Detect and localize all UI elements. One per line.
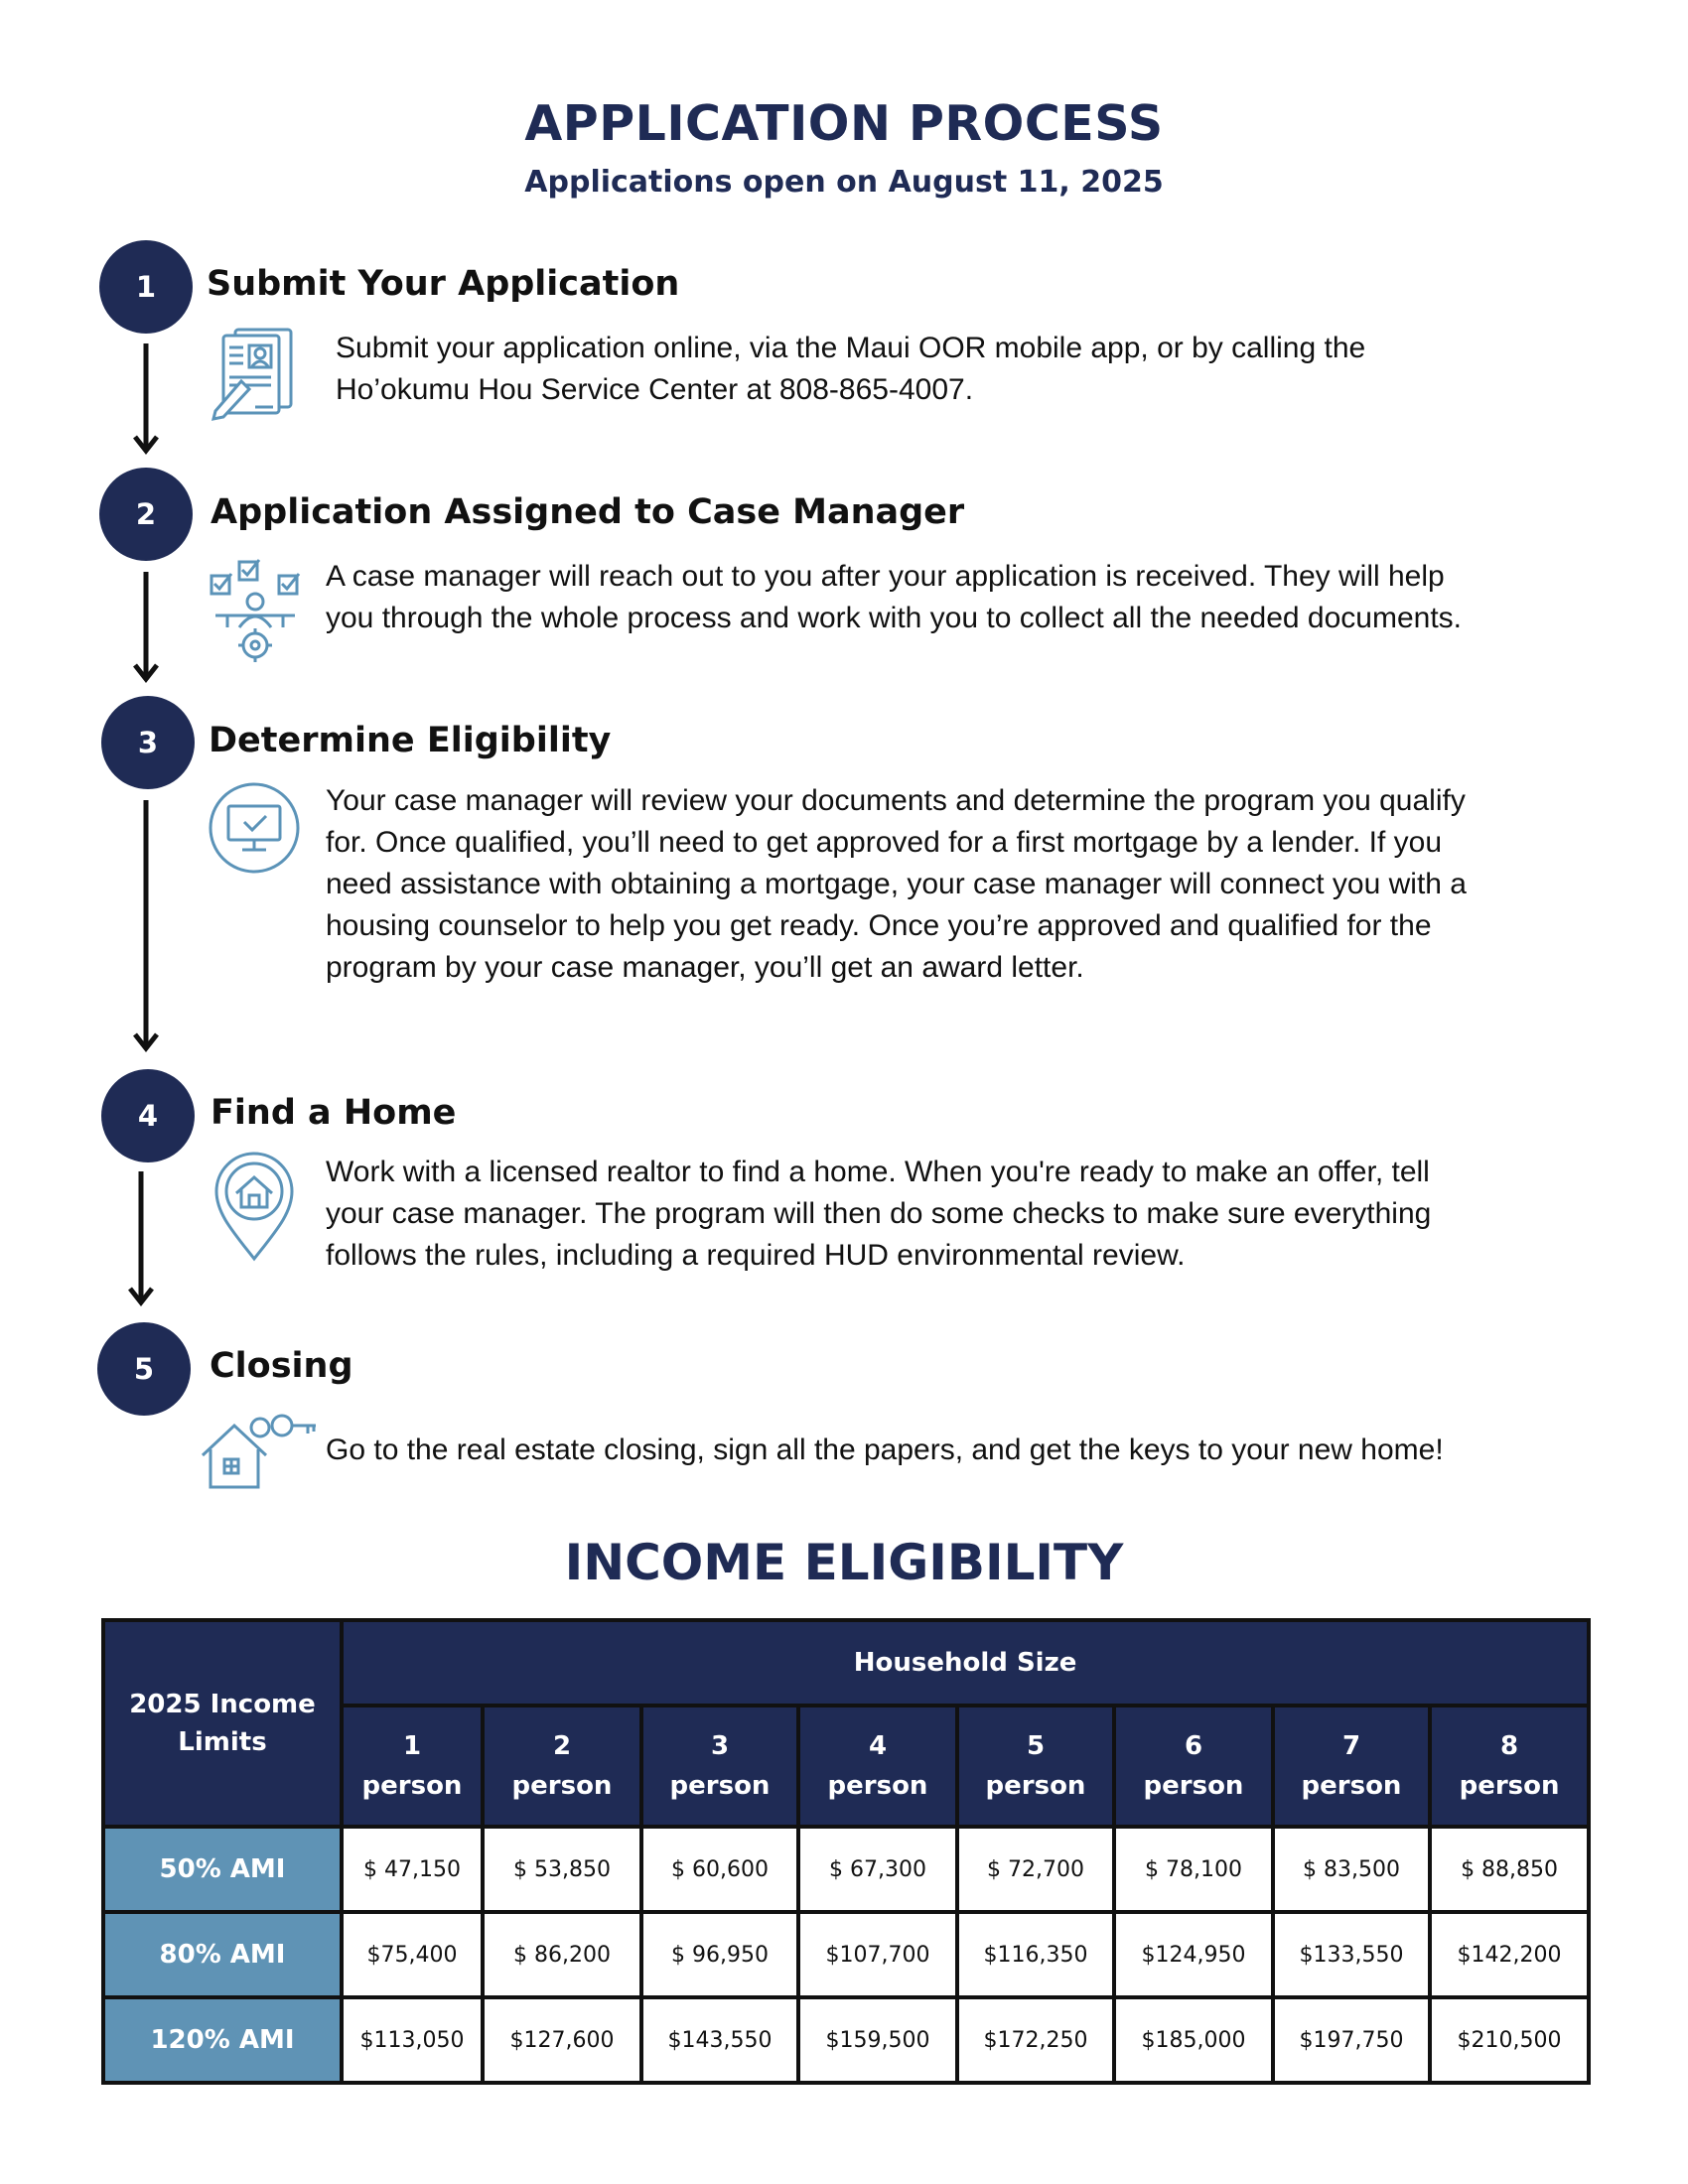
table-cell: $116,350 — [957, 1912, 1114, 1997]
page-subtitle: Applications open on August 11, 2025 — [524, 165, 1164, 200]
step-3-line: program by your case manager, you’ll get an award letter. — [326, 951, 1084, 984]
step-1-description — [336, 328, 1365, 411]
row-label-120-ami: 120% AMI — [103, 1997, 342, 2083]
step-5-number: 5 — [97, 1322, 191, 1416]
step-4-line: follows the rules, including a required HUD environmental review. — [326, 1239, 1186, 1272]
household-size-number: 5 — [1026, 1731, 1046, 1761]
table-row — [103, 1827, 1589, 1912]
table-cell: $75,400 — [342, 1912, 483, 1997]
house-keys-icon — [199, 1408, 320, 1493]
household-size-col-2 — [483, 1706, 641, 1827]
table-cell: $ 88,850 — [1430, 1827, 1589, 1912]
table-cell: $133,550 — [1273, 1912, 1430, 1997]
step-3-line: Your case manager will review your documents and determine the program you qualify — [326, 784, 1466, 817]
table-cell: $143,550 — [641, 1997, 798, 2083]
step-4-line: your case manager. The program will then do some checks to make sure everything — [326, 1197, 1432, 1230]
table-cell: $142,200 — [1430, 1912, 1589, 1997]
household-size-col-5 — [957, 1706, 1114, 1827]
step-2-number: 2 — [99, 468, 193, 561]
household-size-unit: person — [361, 1771, 463, 1801]
household-size-number: 7 — [1341, 1731, 1361, 1761]
income-limits-table — [101, 1618, 1591, 2085]
case-manager-checklist-icon — [206, 556, 309, 665]
household-size-number: 2 — [552, 1731, 572, 1761]
step-2-line: A case manager will reach out to you after your application is received. They will help — [326, 560, 1445, 593]
table-cell: $ 96,950 — [641, 1912, 798, 1997]
step-5-line: Go to the real estate closing, sign all the papers, and get the keys to your new home! — [326, 1433, 1444, 1466]
step-1-title: Submit Your Application — [207, 264, 680, 304]
table-cell: $210,500 — [1430, 1997, 1589, 2083]
table-cell: $185,000 — [1114, 1997, 1273, 2083]
row-label-80-ami: 80% AMI — [103, 1912, 342, 1997]
home-location-pin-icon — [212, 1152, 296, 1263]
household-size-col-7 — [1273, 1706, 1430, 1827]
household-size-unit: person — [511, 1771, 613, 1801]
step-2-title: Application Assigned to Case Manager — [211, 492, 965, 532]
household-size-number: 8 — [1500, 1731, 1519, 1761]
household-size-number: 1 — [402, 1731, 422, 1761]
step-4-description — [326, 1152, 1431, 1277]
household-size-unit: person — [669, 1771, 771, 1801]
table-row — [103, 1912, 1589, 1997]
arrow-down-icon — [132, 343, 160, 459]
table-row — [103, 1997, 1589, 2083]
table-cell: $107,700 — [798, 1912, 957, 1997]
household-size-number: 3 — [710, 1731, 730, 1761]
table-cell: $197,750 — [1273, 1997, 1430, 2083]
step-3-line: housing counselor to help you get ready. Once you’re approved and qualified for the — [326, 909, 1432, 942]
household-size-header: Household Size — [342, 1620, 1589, 1706]
step-2-description — [326, 556, 1462, 639]
step-2-line: you through the whole process and work with you to collect all the needed documents. — [326, 602, 1463, 634]
table-cell: $ 72,700 — [957, 1827, 1114, 1912]
step-3-line: for. Once qualified, you’ll need to get approved for a first mortgage by a lender. If you — [326, 826, 1443, 859]
step-4-number: 4 — [101, 1069, 195, 1162]
household-size-unit: person — [1143, 1771, 1244, 1801]
table-cell: $ 83,500 — [1273, 1827, 1430, 1912]
application-form-icon — [206, 322, 305, 421]
arrow-down-icon — [132, 572, 160, 687]
table-cell: $124,950 — [1114, 1912, 1273, 1997]
step-1-line: Submit your application online, via the Maui OOR mobile app, or by calling the — [336, 332, 1366, 364]
step-1-line: Ho’okumu Hou Service Center at 808-865-4007. — [336, 373, 974, 406]
step-5-title: Closing — [210, 1346, 353, 1386]
table-cell: $ 53,850 — [483, 1827, 641, 1912]
table-cell: $159,500 — [798, 1997, 957, 2083]
step-5-description — [326, 1430, 1444, 1471]
table-cell: $ 67,300 — [798, 1827, 957, 1912]
page-title: APPLICATION PROCESS — [524, 95, 1164, 152]
step-1-number: 1 — [99, 240, 193, 334]
household-size-col-3 — [641, 1706, 798, 1827]
household-size-col-6 — [1114, 1706, 1273, 1827]
row-label-50-ami: 50% AMI — [103, 1827, 342, 1912]
household-size-number: 6 — [1184, 1731, 1203, 1761]
table-cell: $ 78,100 — [1114, 1827, 1273, 1912]
household-size-col-1 — [342, 1706, 483, 1827]
step-3-line: need assistance with obtaining a mortgage, your case manager will connect you with a — [326, 868, 1467, 900]
household-size-number: 4 — [868, 1731, 888, 1761]
household-size-unit: person — [985, 1771, 1086, 1801]
table-cell: $172,250 — [957, 1997, 1114, 2083]
table-cell: $ 86,200 — [483, 1912, 641, 1997]
table-cell: $ 60,600 — [641, 1827, 798, 1912]
income-section-title: INCOME ELIGIBILITY — [564, 1534, 1124, 1591]
corner-header-label: 2025 Income Limits — [129, 1690, 316, 1757]
arrow-down-icon — [132, 800, 160, 1056]
household-size-unit: person — [827, 1771, 928, 1801]
arrow-down-icon — [127, 1171, 155, 1310]
step-3-title: Determine Eligibility — [209, 721, 612, 760]
step-4-title: Find a Home — [211, 1093, 457, 1133]
step-4-line: Work with a licensed realtor to find a home. When you're ready to make an offer, tell — [326, 1156, 1430, 1188]
table-cell: $127,600 — [483, 1997, 641, 2083]
step-3-number: 3 — [101, 696, 195, 789]
step-3-description — [326, 780, 1467, 989]
household-size-col-4 — [798, 1706, 957, 1827]
household-size-col-8 — [1430, 1706, 1589, 1827]
household-size-unit: person — [1459, 1771, 1560, 1801]
corner-header-cell — [103, 1620, 342, 1827]
household-size-unit: person — [1301, 1771, 1402, 1801]
table-cell: $113,050 — [342, 1997, 483, 2083]
table-cell: $ 47,150 — [342, 1827, 483, 1912]
monitor-check-icon — [207, 780, 302, 876]
